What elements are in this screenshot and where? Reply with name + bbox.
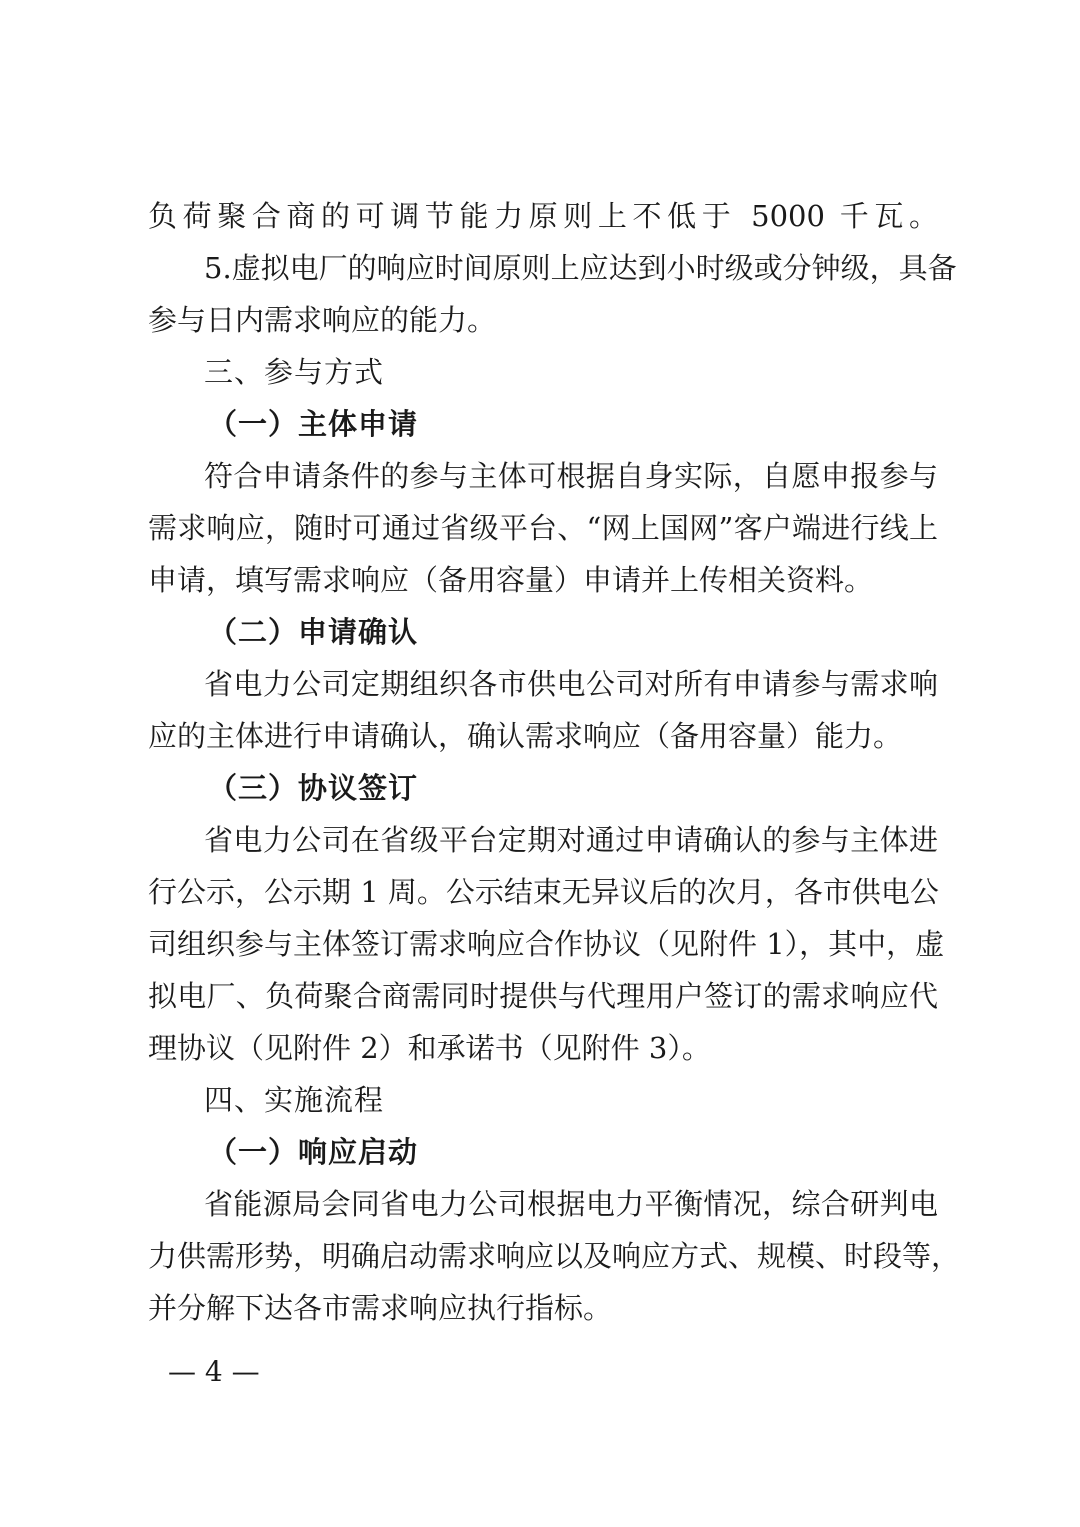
subsection-heading: （一）主体申请 — [208, 407, 419, 441]
body-line: 符合申请条件的参与主体可根据自身实际，自愿申报参与 — [204, 459, 938, 493]
body-line: 省电力公司定期组织各市供电公司对所有申请参与需求响 — [204, 667, 938, 701]
body-line: 负荷聚合商的可调节能力原则上不低于 5000 千瓦。 — [148, 199, 938, 233]
body-line: 司组织参与主体签订需求响应合作协议（见附件 1），其中，虚 — [148, 927, 945, 961]
subsection-heading: （三）协议签订 — [208, 771, 419, 805]
section-heading: 三、参与方式 — [204, 355, 385, 389]
body-line: 省能源局会同省电力公司根据电力平衡情况，综合研判电 — [204, 1187, 938, 1221]
body-line: 理协议（见附件 2）和承诺书（见附件 3）。 — [148, 1031, 711, 1065]
subsection-heading: （一）响应启动 — [208, 1135, 419, 1169]
body-line: 拟电厂、负荷聚合商需同时提供与代理用户签订的需求响应代 — [148, 979, 938, 1013]
body-line: 并分解下达各市需求响应执行指标。 — [148, 1291, 613, 1325]
body-line: 5.虚拟电厂的响应时间原则上应达到小时级或分钟级，具备 — [204, 251, 957, 285]
section-heading: 四、实施流程 — [204, 1083, 385, 1117]
body-line: 力供需形势，明确启动需求响应以及响应方式、规模、时段等， — [148, 1239, 961, 1273]
body-line: 应的主体进行申请确认，确认需求响应（备用容量）能力。 — [148, 719, 903, 753]
body-line: 行公示，公示期 1 周。公示结束无异议后的次月，各市供电公 — [148, 875, 939, 909]
body-line: 需求响应，随时可通过省级平台、“网上国网”客户端进行线上 — [148, 511, 938, 545]
body-line: 省电力公司在省级平台定期对通过申请确认的参与主体进 — [204, 823, 938, 857]
body-line: 申请，填写需求响应（备用容量）申请并上传相关资料。 — [148, 563, 874, 597]
subsection-heading: （二）申请确认 — [208, 615, 419, 649]
body-line: 参与日内需求响应的能力。 — [148, 303, 497, 337]
page-number: — 4 — — [168, 1355, 260, 1388]
